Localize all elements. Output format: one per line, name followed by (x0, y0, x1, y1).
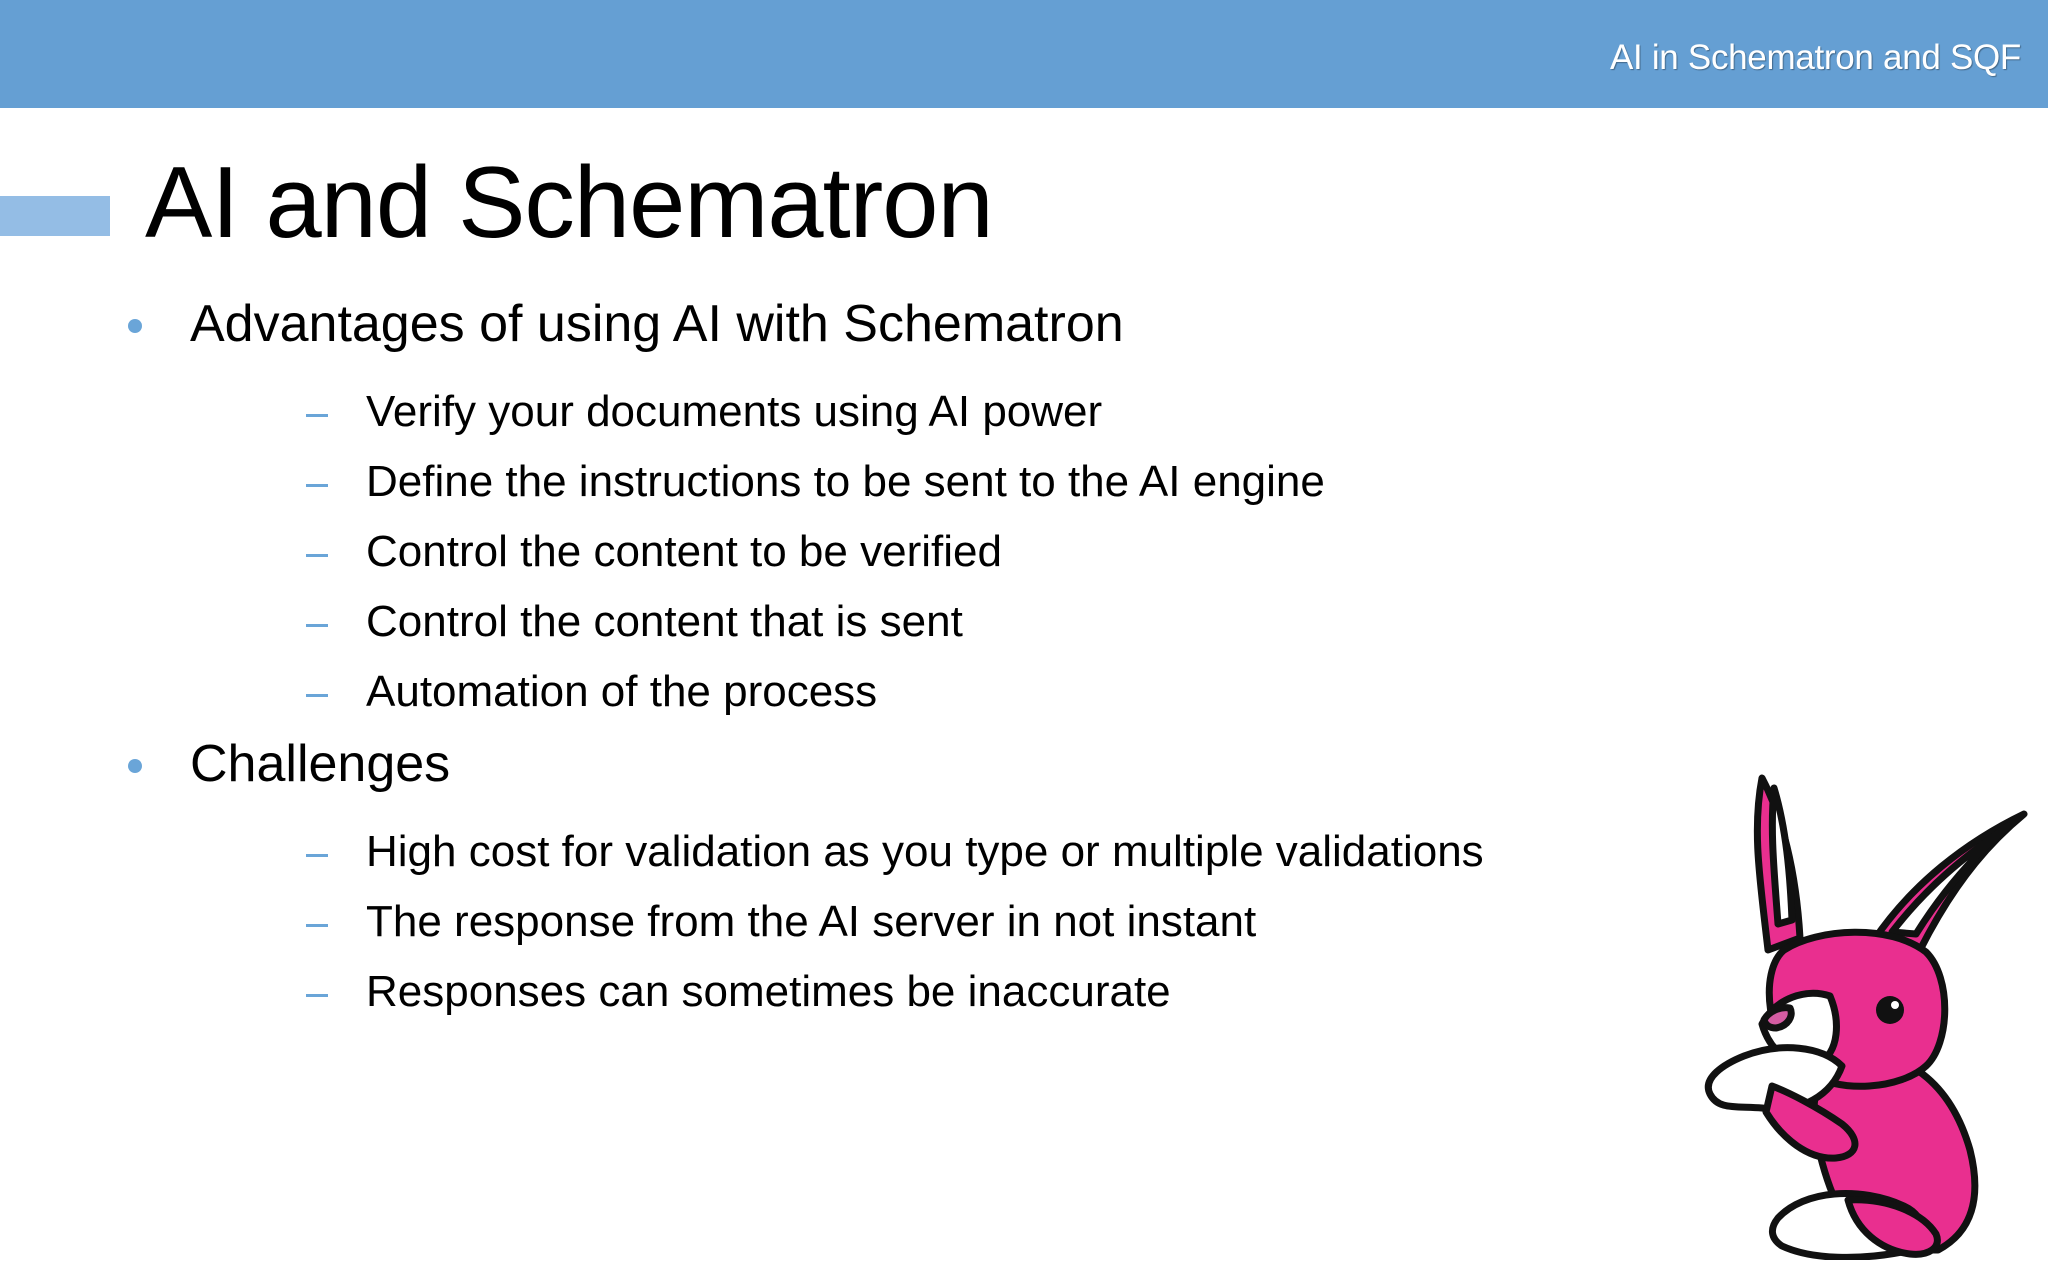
header-title: AI in Schematron and SQF (1609, 38, 2021, 77)
dash-icon (306, 854, 328, 857)
sub-item-verify: Verify your documents using AI power (366, 387, 1103, 436)
dash-icon (306, 554, 328, 557)
slide-title: AI and Schematron (145, 147, 993, 259)
sub-item-high-cost: High cost for validation as you type or multiple validations (366, 827, 1484, 876)
bullet-dot-icon (128, 759, 142, 773)
sub-item-inaccurate: Responses can sometimes be inaccurate (366, 967, 1171, 1016)
dash-icon (306, 924, 328, 927)
dash-icon (306, 994, 328, 997)
dash-icon (306, 484, 328, 487)
dash-icon (306, 624, 328, 627)
dash-icon (306, 414, 328, 417)
bullet-dot-icon (128, 319, 142, 333)
sub-item-control-verified: Control the content to be verified (366, 527, 1002, 576)
sub-item-response-time: The response from the AI server in not instant (366, 897, 1257, 946)
bullet-advantages: Advantages of using AI with Schematron (190, 295, 1124, 353)
bullet-challenges: Challenges (190, 735, 451, 793)
sub-item-define: Define the instructions to be sent to the AI engine (366, 457, 1325, 506)
sub-item-automation: Automation of the process (366, 667, 878, 716)
dash-icon (306, 694, 328, 697)
sub-item-control-sent: Control the content that is sent (366, 597, 963, 646)
pink-rabbit-icon (1690, 760, 2030, 1260)
